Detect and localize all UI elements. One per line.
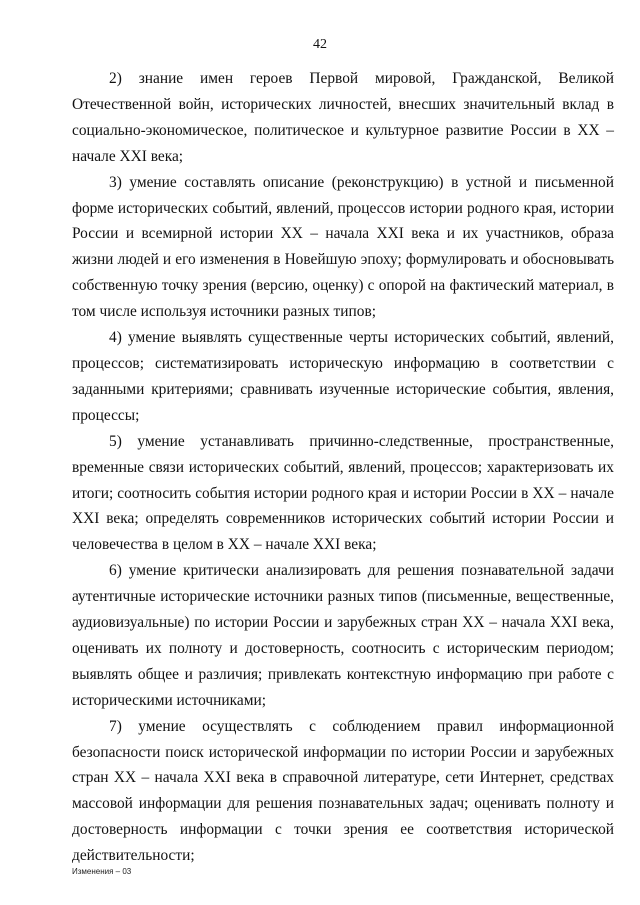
- paragraph-item-6: 6) умение критически анализировать для решения познавательной задачи аутентичные исторические источники разных типов (письменные, вещественные, аудиовизуальные) по истории России и зарубежных стран XX – начала XXI века, оценивать их полноту и достоверность, соотносить с историческим периодом; выявлять общее и различия; привлекать контекстную информацию при работе с историческими источниками;: [72, 562, 614, 709]
- paragraph-item-7: 7) умение осуществлять с соблюдением правил информационной безопасности поиск исторической информации по истории России и зарубежных стран XX – начала XXI века в справочной литературе, сети Интернет, средствах массовой информации для решения познавательных задач; оценивать полноту и достоверность информации с точки зрения ее соответствия исторической действительности;: [72, 717, 614, 865]
- paragraph-item-3: 3) умение составлять описание (реконструкцию) в устной и письменной форме исторических событий, явлений, процессов истории родного края, истории России и всемирной истории XX – начала XXI века и их участников, образа жизни людей и его изменения в Новейшую эпоху; формулировать и обосновывать собственную точку зрения (версию, оценку) с опорой на фактический материал, в том числе используя источники разных типов;: [72, 173, 614, 321]
- paragraph-item-4: 4) умение выявлять существенные черты исторических событий, явлений, процессов; систематизировать историческую информацию в соответствии с заданными критериями; сравнивать изученные исторические события, явления, процессы;: [72, 329, 614, 424]
- footer-revision-note: Изменения – 03: [72, 867, 132, 876]
- paragraph-item-2: 2) знание имен героев Первой мировой, Гражданской, Великой Отечественной войн, исторических личностей, внесших значительный вклад в социально-экономическое, политическое и культурное развитие России в XX – начале XXI века;: [72, 70, 614, 165]
- page-number: 42: [313, 37, 327, 52]
- paragraph-item-5: 5) умение устанавливать причинно-следственные, пространственные, временные связи исторических событий, явлений, процессов; характеризовать их итоги; соотносить события истории родного края и истории России в XX – начале XXI века; определять современников исторических событий истории России и человечества в целом в XX – начале XXI века;: [72, 432, 614, 554]
- document-body: [72, 66, 614, 869]
